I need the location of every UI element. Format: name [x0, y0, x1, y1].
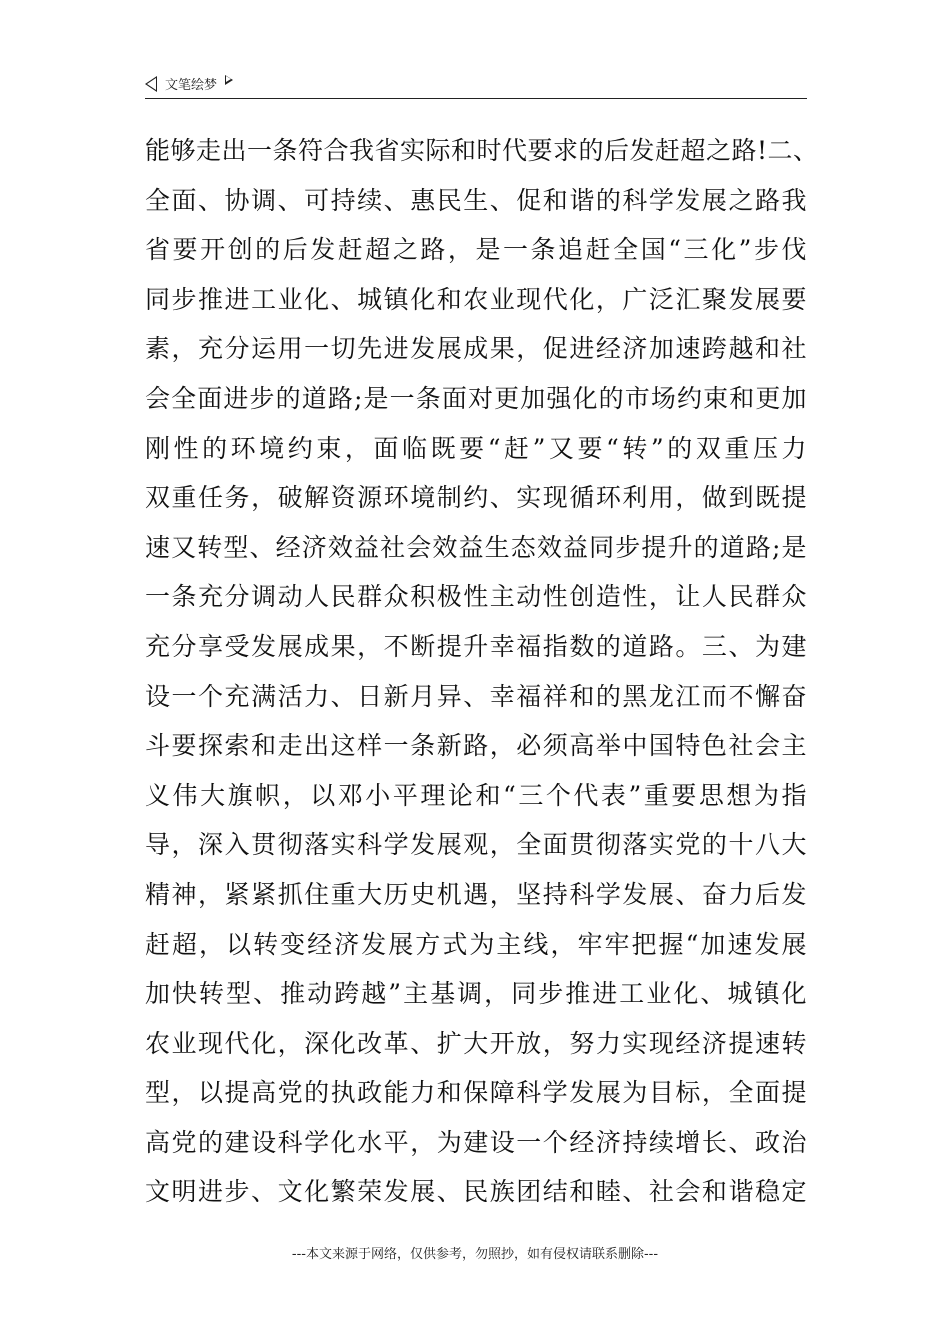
text-line: 文明进步、文化繁荣发展、民族团结和睦、社会和谐稳定 [145, 1177, 807, 1207]
right-triangle-icon [225, 75, 233, 85]
page-header [145, 70, 807, 100]
text-line: 刚性的环境约束，面临既要“赶”又要“转”的双重压力 [145, 433, 807, 463]
text-line: 赶超，以转变经济发展方式为主线，牢牢把握“加速发展 [145, 929, 807, 959]
text-line: 一条充分调动人民群众积极性主动性创造性，让人民群众 [145, 582, 807, 612]
text-line: 农业现代化，深化改革、扩大开放，努力实现经济提速转 [145, 1028, 807, 1058]
text-line: 型，以提高党的执政能力和保障科学发展为目标，全面提 [145, 1078, 807, 1108]
text-line: 充分享受发展成果，不断提升幸福指数的道路。三、为建 [145, 631, 807, 661]
text-line: 会全面进步的道路;是一条面对更加强化的市场约束和更加 [145, 383, 807, 413]
text-line: 义伟大旗帜，以邓小平理论和“三个代表”重要思想为指 [145, 780, 807, 810]
text-line: 素，充分运用一切先进发展成果，促进经济加速跨越和社 [145, 334, 807, 364]
text-line: 精神，紧紧抓住重大历史机遇，坚持科学发展、奋力后发 [145, 879, 807, 909]
text-line: 高党的建设科学化水平，为建设一个经济持续增长、政治 [145, 1127, 807, 1157]
text-line: 设一个充满活力、日新月异、幸福祥和的黑龙江而不懈奋 [145, 681, 807, 711]
text-line: 省要开创的后发赶超之路，是一条追赶全国“三化”步伐 [145, 235, 807, 265]
header-divider [145, 98, 807, 99]
text-line: 全面、协调、可持续、惠民生、促和谐的科学发展之路我 [145, 185, 807, 215]
document-body [145, 126, 819, 1217]
text-line: 速又转型、经济效益社会效益生态效益同步提升的道路;是 [145, 532, 807, 562]
text-line: 能够走出一条符合我省实际和时代要求的后发赶超之路!二、 [145, 136, 819, 165]
footer-disclaimer: ---本文来源于网络，仅供参考，勿照抄，如有侵权请联系删除--- [291, 1247, 659, 1262]
text-line: 导，深入贯彻落实科学发展观，全面贯彻落实党的十八大 [145, 830, 807, 860]
text-line: 斗要探索和走出这样一条新路，必须高举中国特色社会主 [145, 731, 807, 761]
text-line: 双重任务，破解资源环境制约、实现循环利用，做到既提 [145, 483, 807, 513]
text-line: 同步推进工业化、城镇化和农业现代化，广泛汇聚发展要 [145, 284, 807, 314]
left-triangle-icon [145, 76, 157, 92]
text-line: 加快转型、推动跨越”主基调，同步推进工业化、城镇化 [145, 979, 807, 1009]
brand [145, 74, 233, 93]
brand-label: 文笔绘梦 [165, 78, 218, 93]
